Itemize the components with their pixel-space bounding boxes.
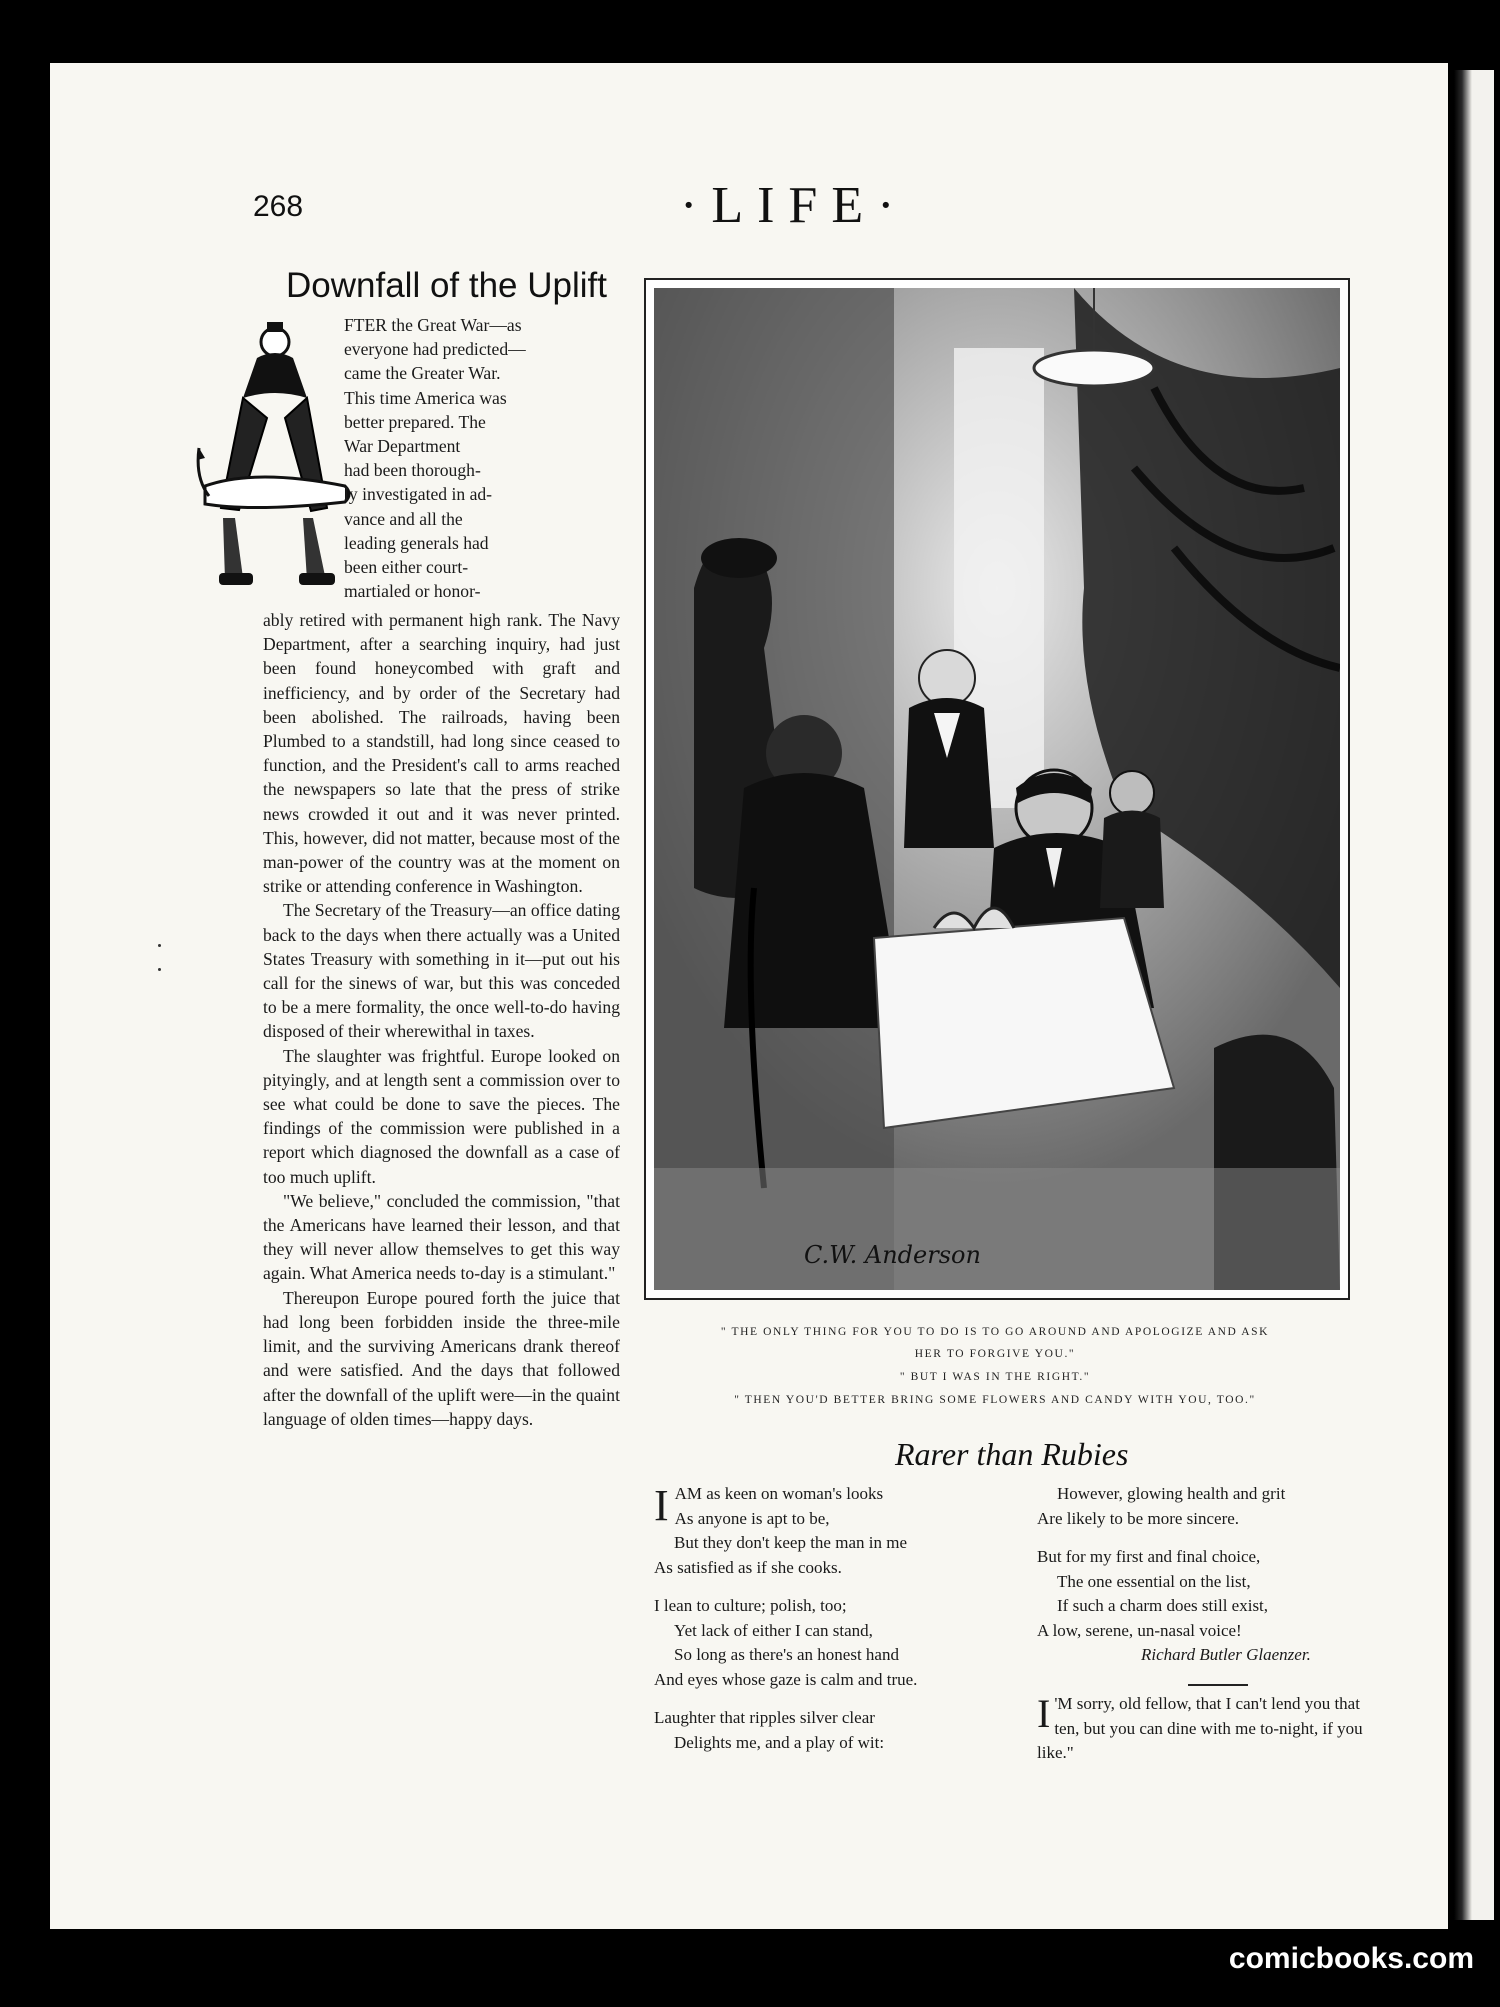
poem-line: As anyone is apt to be,: [674, 1508, 830, 1528]
poem-line: Delights me, and a play of wit:: [674, 1732, 885, 1752]
intro-line: everyone had predicted—: [344, 339, 526, 360]
poem-left-column: [654, 1482, 1014, 1755]
intro-line: leading generals had: [344, 532, 489, 553]
poem-line: Laughter that ripples silver clear: [654, 1708, 875, 1727]
joke-drop-cap: I: [1037, 1691, 1051, 1736]
watermark: comicbooks.com: [1228, 1942, 1474, 1975]
poem-line: But they don't keep the man in me: [674, 1533, 907, 1552]
poem-right-column: [1037, 1482, 1397, 1668]
article-paragraph: ably retired with permanent high rank. The Navy Department, after a searching inquiry, had just been found honeycombed with graft and inefficiency, and by order of the Secretary had been abolished. The railroads, having been Plumbed to a standstill, had long since ceased to function, and the President's call to arms reached the newspapers so late that the press of strike news crowded it out and it was never printed. This, however, did not matter, because most of the man-power of the country was at the moment on strike or attending conference in Washington.: [263, 610, 620, 897]
article-paragraph: The Secretary of the Treasury—an office dating back to the days when there actually was a United States Treasury with something in it—put out his call for the sinews of war, but this was conceded to be a mere formality, the once well-to-do having disposed of their wherewithal in taxes.: [263, 900, 620, 1042]
poem-line: So long as there's an honest hand: [674, 1645, 899, 1664]
intro-line: War Department: [344, 436, 461, 457]
poem-line: And eyes whose gaze is calm and true.: [654, 1669, 918, 1689]
article-intro: [344, 313, 620, 603]
intro-line: vance and all the: [344, 508, 463, 529]
poem-title: Rarer than Rubies: [895, 1436, 1129, 1472]
intro-line: This time America was: [344, 387, 507, 408]
facing-page-strip: [1454, 70, 1494, 1920]
scan-speck: [158, 944, 161, 947]
masthead: ·LIFE·: [680, 177, 909, 234]
intro-line: FTER the Great War—as: [344, 315, 522, 335]
poem-line: As satisfied as if she cooks.: [654, 1557, 842, 1577]
joke-paragraph: [1037, 1692, 1389, 1766]
joke-text: 'M sorry, old fellow, that I can't lend you that ten, but you can dine with me to-night, if you like.": [1037, 1694, 1363, 1762]
poem-line: I lean to culture; polish, too;: [654, 1596, 847, 1615]
poem-line: Yet lack of either I can stand,: [674, 1620, 873, 1640]
intro-line: had been thorough-: [344, 460, 481, 481]
illustration-signature: C.W. Anderson: [804, 1241, 981, 1269]
poem-line: However, glowing health and grit: [1057, 1484, 1286, 1503]
poem-line: AM as keen on woman's looks: [674, 1484, 884, 1503]
article-paragraph: "We believe," concluded the commission, "that the Americans have learned their lesson, and that they will never allow themselves to get this way again. What America needs to-day is a stimulant.": [263, 1190, 620, 1284]
divider-rule: [1188, 1684, 1248, 1686]
intro-line: martialed or honor-: [344, 581, 481, 602]
scan-speck: [158, 968, 161, 971]
article-paragraph: The slaughter was frightful. Europe looked on pityingly, and at length sent a commission over to see what could be done to save the pieces. The findings of the commission were published in a report which diagnosed the downfall as a case of too much uplift.: [263, 1045, 620, 1187]
poem-line: A low, serene, un-nasal voice!: [1037, 1620, 1242, 1640]
poem-line: If such a charm does still exist,: [1057, 1596, 1269, 1615]
caption-line: " BUT I WAS IN THE RIGHT.": [899, 1371, 1091, 1383]
poem-line: Are likely to be more sincere.: [1037, 1508, 1240, 1528]
poem-line: But for my first and final choice,: [1037, 1547, 1261, 1566]
restaurant-scene-illustration: [654, 288, 1340, 1290]
cartoon-drop-cap-a: [195, 318, 355, 608]
page-number: 268: [253, 190, 304, 223]
intro-line: been either court-: [344, 557, 469, 578]
caption-line: HER TO FORGIVE YOU.": [914, 1348, 1076, 1360]
caption-line: " THEN YOU'D BETTER BRING SOME FLOWERS AND CANDY WITH YOU, TOO.": [734, 1394, 1256, 1406]
poem-line: The one essential on the list,: [1057, 1571, 1251, 1591]
poem-author: Richard Butler Glaenzer.: [1141, 1645, 1311, 1664]
article-body: [263, 608, 620, 1431]
intro-line: came the Greater War.: [344, 363, 501, 384]
article-paragraph: Thereupon Europe poured forth the juice that had long been forbidden inside the three-mile limit, and the surviving Americans drank thereof and were satisfied. And the days that followed after the downfall of the uplift were—in the quaint language of olden times—happy days.: [263, 1287, 620, 1429]
caption-line: " THE ONLY THING FOR YOU TO DO IS TO GO AROUND AND APOLOGIZE AND ASK: [720, 1326, 1270, 1338]
poem-drop-cap: I: [654, 1481, 669, 1530]
intro-line: better prepared. The: [344, 411, 486, 432]
illustration-frame: [644, 278, 1350, 1300]
intro-line: ly investigated in ad-: [344, 484, 493, 505]
article-title: Downfall of the Uplift: [286, 266, 607, 305]
